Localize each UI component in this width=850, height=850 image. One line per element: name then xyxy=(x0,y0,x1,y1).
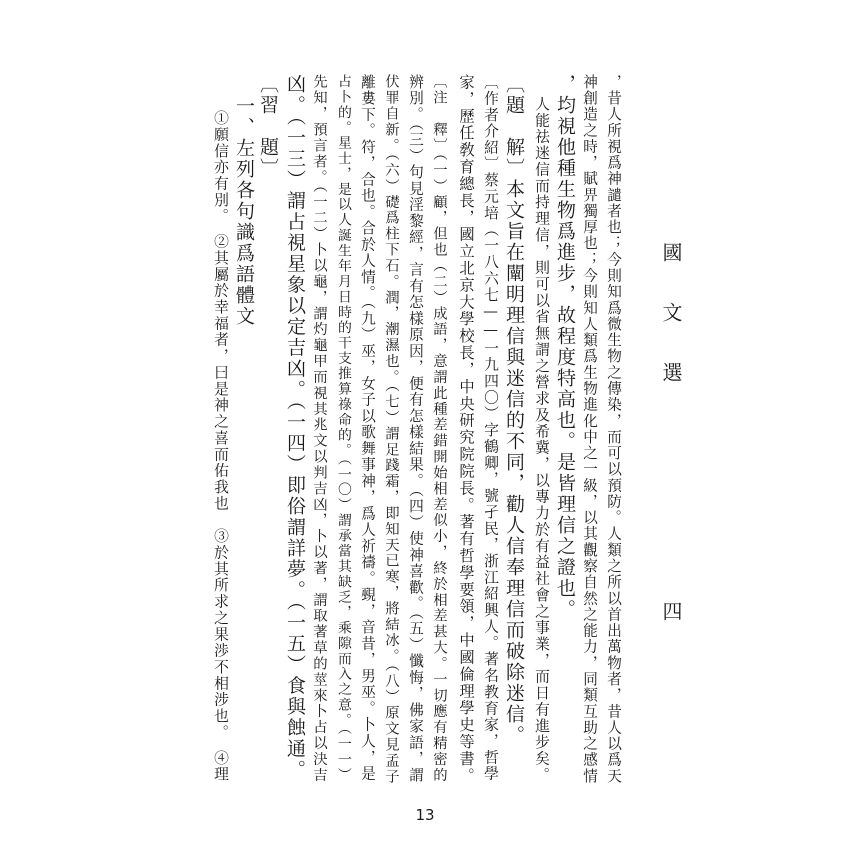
text-column-12: 占卜的。星士，是以人誕生年月日時的干支推算祿命的。（一〇）謂承當其缺乏，乘隙而入之意。（一一） xyxy=(335,74,351,783)
text-column-9: 辨別。（三）句見淫黎經，言有怎樣原因，便有怎樣結果。（四）使神喜歡。（五）懺悔，佛家語，謂 xyxy=(407,74,424,784)
text-column-11: 離婁下。符，合也。合於人情。（九）巫，女子以歌舞事神，爲人祈禱。覡，音昔，男巫。卜人，是 xyxy=(359,74,376,782)
text-column-4: 人能祛迷信而持理信，則可以省無謂之營求及希冀，以專力於有益社會之事業，而日有進步矣。 xyxy=(533,96,550,784)
text-column-10: 伏罪自新。（六）礎爲柱下石。潤，潮濕也。（七）謂足踐霜，即知天已寒，將結冰。（八）原文見孟子 xyxy=(383,74,399,785)
text-column-14: 凶。（一三）謂占視星象以定吉凶。（一四）即俗謂詳夢。（一五）食與蝕通。 xyxy=(284,74,306,781)
page-number-kanji: 四 xyxy=(659,601,683,629)
text-column-3: ，均視他種生物爲進步，故程度特高也。是皆理信之證也。 xyxy=(554,74,576,620)
running-title: 國 文 選 xyxy=(659,242,683,390)
page-number: 13 xyxy=(415,806,435,824)
text-column-13: 先知，預言者。（一二）卜以龜，謂灼龜甲而視其兆文以判吉凶，卜以著，謂取著草的莖來卜占以決吉 xyxy=(311,74,327,784)
text-column-1: ，昔人所視爲神譴者也；今則知爲微生物之傳染，而可以預防。人類之所以首出萬物者，昔人以爲天 xyxy=(605,74,622,785)
text-column-17: ①願信亦有別。 ②其屬於幸福者，曰是神之喜而佑我也 ③於其所求之果渉不相涉也。 ④理 xyxy=(212,110,229,783)
text-column-16: 一、左列各句識爲語體文 xyxy=(233,96,255,327)
text-column-5: 〔題 解〕本文旨在闡明理信與迷信的不同，勸人信奉理信而破除迷信。 xyxy=(503,74,525,746)
text-column-7: 家，歷任敎育總長，國立北京大學校長，中央研究院院長。著有哲學要領，中國倫理學史等書。 xyxy=(457,74,475,785)
text-column-2: 神創造之時，賦畀獨厚也；今則知人類爲生物進化中之一級，以其觀察自然之能力，同類互助之感情 xyxy=(581,74,598,785)
text-column-6: 〔作者介紹〕蔡元培（一八六七——一九四〇）字鶴卿，號孑民，浙江紹興人。著名教育家，哲學 xyxy=(482,74,499,783)
text-column-8: 〔注 釋〕（一）顧，但也（二）成語，意謂此種差錯開始相差似小，終於相差甚大。一切應有精密的 xyxy=(431,74,447,784)
text-column-15: 〔習 題〕 xyxy=(257,74,279,179)
